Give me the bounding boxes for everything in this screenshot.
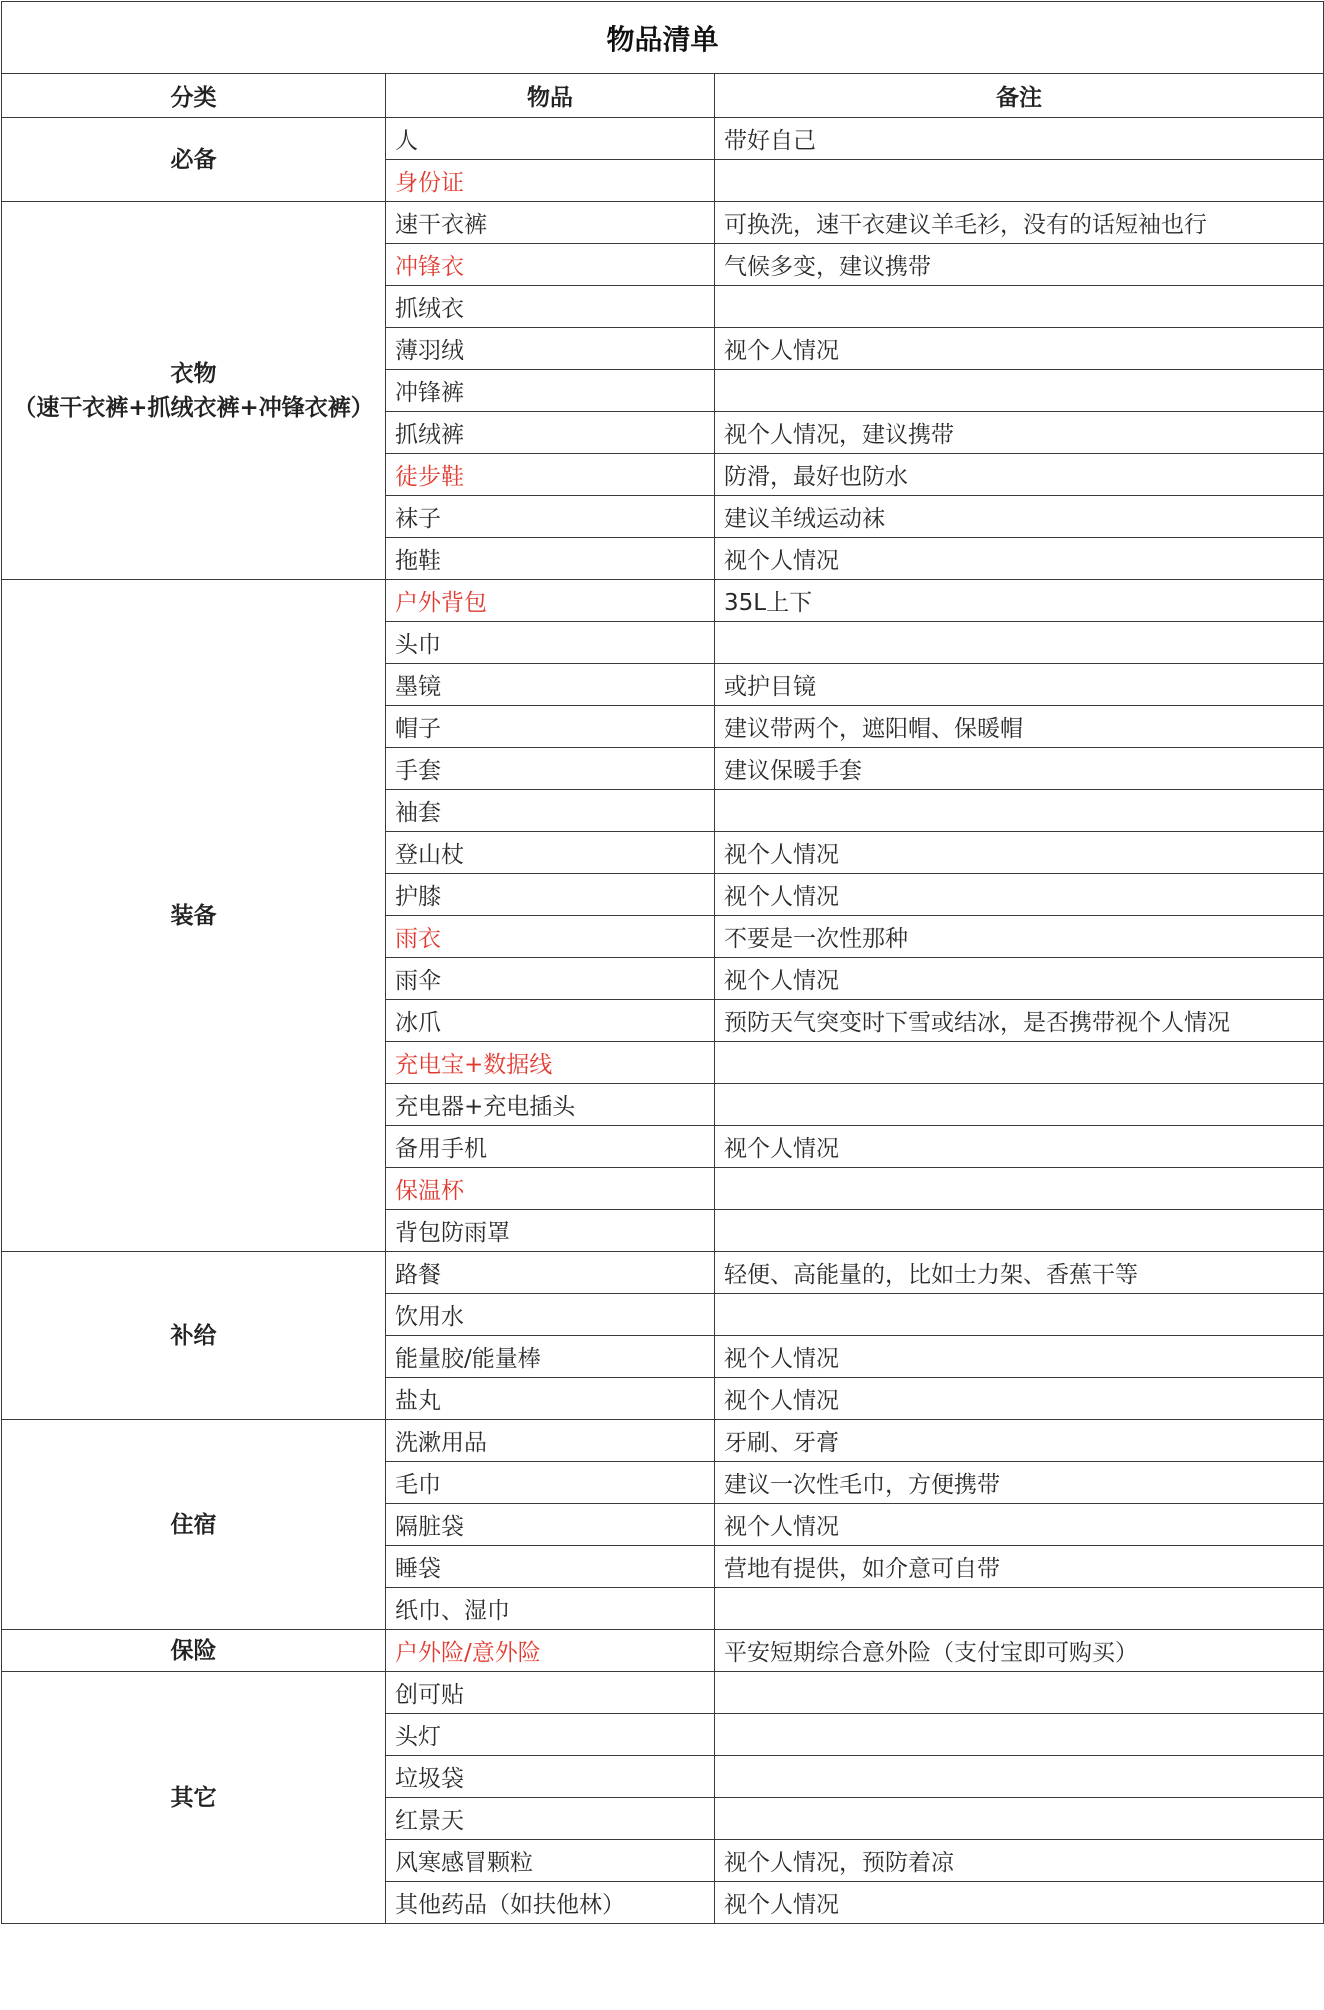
item-cell: 冲锋衣 bbox=[386, 244, 715, 286]
category-name: 必备 bbox=[170, 146, 217, 173]
note-cell: 建议保暖手套 bbox=[715, 748, 1324, 790]
category-name: 保险 bbox=[170, 1637, 217, 1664]
item-cell: 冰爪 bbox=[386, 1000, 715, 1042]
column-header-category: 分类 bbox=[2, 74, 386, 118]
note-cell bbox=[715, 790, 1324, 832]
item-cell: 饮用水 bbox=[386, 1294, 715, 1336]
note-cell bbox=[715, 370, 1324, 412]
item-cell: 红景天 bbox=[386, 1798, 715, 1840]
item-cell: 雨衣 bbox=[386, 916, 715, 958]
category-name: 其它 bbox=[170, 1784, 217, 1811]
note-cell: 带好自己 bbox=[715, 118, 1324, 160]
item-cell: 保温杯 bbox=[386, 1168, 715, 1210]
item-cell: 袖套 bbox=[386, 790, 715, 832]
item-cell: 身份证 bbox=[386, 160, 715, 202]
item-cell: 雨伞 bbox=[386, 958, 715, 1000]
checklist-table bbox=[1, 1, 1324, 1924]
item-cell: 盐丸 bbox=[386, 1378, 715, 1420]
item-cell: 隔脏袋 bbox=[386, 1504, 715, 1546]
category-subtitle: （速干衣裤+抓绒衣裤+冲锋衣裤） bbox=[13, 394, 374, 421]
note-cell: 建议羊绒运动袜 bbox=[715, 496, 1324, 538]
note-cell: 营地有提供，如介意可自带 bbox=[715, 1546, 1324, 1588]
note-cell: 视个人情况 bbox=[715, 1882, 1324, 1924]
checklist-body bbox=[2, 118, 1324, 1924]
item-cell: 徒步鞋 bbox=[386, 454, 715, 496]
item-cell: 风寒感冒颗粒 bbox=[386, 1840, 715, 1882]
category-cell bbox=[2, 118, 386, 202]
item-cell: 备用手机 bbox=[386, 1126, 715, 1168]
note-cell: 或护目镜 bbox=[715, 664, 1324, 706]
category-name: 补给 bbox=[170, 1322, 217, 1349]
item-cell: 手套 bbox=[386, 748, 715, 790]
item-cell: 洗漱用品 bbox=[386, 1420, 715, 1462]
category-cell bbox=[2, 1252, 386, 1420]
table-row bbox=[2, 1252, 1324, 1294]
note-cell bbox=[715, 286, 1324, 328]
category-cell bbox=[2, 1630, 386, 1672]
note-cell: 轻便、高能量的，比如士力架、香蕉干等 bbox=[715, 1252, 1324, 1294]
item-cell: 能量胶/能量棒 bbox=[386, 1336, 715, 1378]
item-cell: 墨镜 bbox=[386, 664, 715, 706]
note-cell bbox=[715, 1168, 1324, 1210]
note-cell: 可换洗，速干衣建议羊毛衫，没有的话短袖也行 bbox=[715, 202, 1324, 244]
category-cell bbox=[2, 202, 386, 580]
note-cell: 视个人情况 bbox=[715, 1378, 1324, 1420]
item-cell: 毛巾 bbox=[386, 1462, 715, 1504]
title-row bbox=[2, 2, 1324, 74]
note-cell bbox=[715, 1672, 1324, 1714]
note-cell: 视个人情况 bbox=[715, 1504, 1324, 1546]
category-name: 衣物 bbox=[170, 360, 217, 387]
note-cell: 牙刷、牙膏 bbox=[715, 1420, 1324, 1462]
item-cell: 护膝 bbox=[386, 874, 715, 916]
note-cell: 建议带两个，遮阳帽、保暖帽 bbox=[715, 706, 1324, 748]
note-cell: 防滑，最好也防水 bbox=[715, 454, 1324, 496]
note-cell bbox=[715, 1756, 1324, 1798]
category-cell bbox=[2, 580, 386, 1252]
item-cell: 创可贴 bbox=[386, 1672, 715, 1714]
item-cell: 头巾 bbox=[386, 622, 715, 664]
item-cell: 帽子 bbox=[386, 706, 715, 748]
note-cell: 视个人情况，建议携带 bbox=[715, 412, 1324, 454]
note-cell: 不要是一次性那种 bbox=[715, 916, 1324, 958]
item-cell: 登山杖 bbox=[386, 832, 715, 874]
note-cell: 建议一次性毛巾，方便携带 bbox=[715, 1462, 1324, 1504]
item-cell: 抓绒裤 bbox=[386, 412, 715, 454]
note-cell bbox=[715, 160, 1324, 202]
note-cell bbox=[715, 622, 1324, 664]
column-header-note: 备注 bbox=[715, 74, 1324, 118]
table-row bbox=[2, 1630, 1324, 1672]
item-cell: 户外背包 bbox=[386, 580, 715, 622]
note-cell: 视个人情况 bbox=[715, 832, 1324, 874]
item-cell: 路餐 bbox=[386, 1252, 715, 1294]
item-cell: 垃圾袋 bbox=[386, 1756, 715, 1798]
note-cell bbox=[715, 1042, 1324, 1084]
header-row bbox=[2, 74, 1324, 118]
item-cell: 速干衣裤 bbox=[386, 202, 715, 244]
item-cell: 户外险/意外险 bbox=[386, 1630, 715, 1672]
item-cell: 抓绒衣 bbox=[386, 286, 715, 328]
note-cell: 视个人情况 bbox=[715, 874, 1324, 916]
note-cell bbox=[715, 1798, 1324, 1840]
item-cell: 冲锋裤 bbox=[386, 370, 715, 412]
item-cell: 袜子 bbox=[386, 496, 715, 538]
item-cell: 薄羽绒 bbox=[386, 328, 715, 370]
item-cell: 拖鞋 bbox=[386, 538, 715, 580]
note-cell: 平安短期综合意外险（支付宝即可购买） bbox=[715, 1630, 1324, 1672]
table-row bbox=[2, 1420, 1324, 1462]
note-cell: 视个人情况 bbox=[715, 1126, 1324, 1168]
note-cell: 视个人情况 bbox=[715, 538, 1324, 580]
column-header-item: 物品 bbox=[386, 74, 715, 118]
item-cell: 睡袋 bbox=[386, 1546, 715, 1588]
item-cell: 头灯 bbox=[386, 1714, 715, 1756]
page-title: 物品清单 bbox=[2, 2, 1324, 74]
category-cell bbox=[2, 1420, 386, 1630]
table-row bbox=[2, 580, 1324, 622]
note-cell bbox=[715, 1714, 1324, 1756]
note-cell: 视个人情况，预防着凉 bbox=[715, 1840, 1324, 1882]
note-cell: 35L上下 bbox=[715, 580, 1324, 622]
note-cell: 视个人情况 bbox=[715, 328, 1324, 370]
table-row bbox=[2, 202, 1324, 244]
item-cell: 其他药品（如扶他林） bbox=[386, 1882, 715, 1924]
note-cell bbox=[715, 1294, 1324, 1336]
item-cell: 背包防雨罩 bbox=[386, 1210, 715, 1252]
note-cell: 预防天气突变时下雪或结冰，是否携带视个人情况 bbox=[715, 1000, 1324, 1042]
note-cell: 视个人情况 bbox=[715, 958, 1324, 1000]
category-cell bbox=[2, 1672, 386, 1924]
item-cell: 充电器+充电插头 bbox=[386, 1084, 715, 1126]
category-name: 装备 bbox=[170, 902, 217, 929]
item-cell: 纸巾、湿巾 bbox=[386, 1588, 715, 1630]
table-row bbox=[2, 118, 1324, 160]
note-cell: 气候多变，建议携带 bbox=[715, 244, 1324, 286]
table-row bbox=[2, 1672, 1324, 1714]
item-cell: 人 bbox=[386, 118, 715, 160]
note-cell bbox=[715, 1084, 1324, 1126]
category-name: 住宿 bbox=[170, 1511, 217, 1538]
note-cell: 视个人情况 bbox=[715, 1336, 1324, 1378]
note-cell bbox=[715, 1210, 1324, 1252]
item-cell: 充电宝+数据线 bbox=[386, 1042, 715, 1084]
note-cell bbox=[715, 1588, 1324, 1630]
